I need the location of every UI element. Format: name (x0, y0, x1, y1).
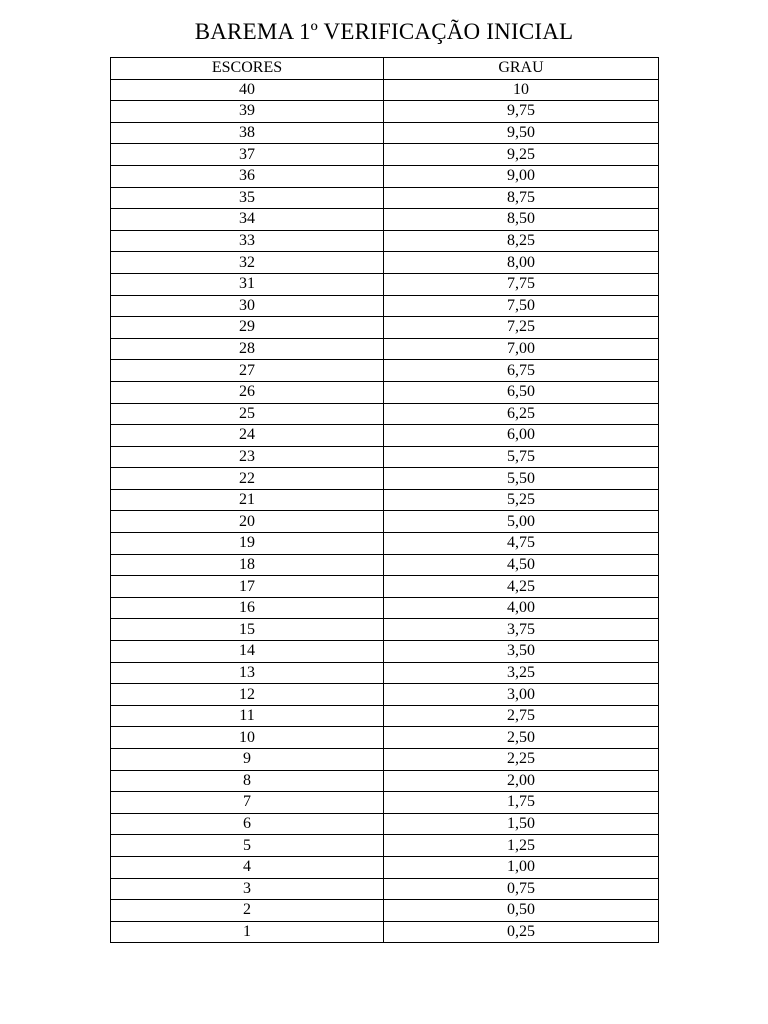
grau-cell: 3,50 (384, 641, 659, 663)
grau-cell: 8,50 (384, 209, 659, 231)
table-row (111, 360, 659, 382)
table-row (111, 381, 659, 403)
table-header-row (111, 58, 659, 80)
grau-cell: 4,50 (384, 554, 659, 576)
header-escores: ESCORES (111, 58, 384, 80)
grau-cell: 1,75 (384, 792, 659, 814)
grau-cell: 8,00 (384, 252, 659, 274)
grau-cell: 0,25 (384, 921, 659, 943)
table-row (111, 705, 659, 727)
table-row (111, 273, 659, 295)
escore-cell: 17 (111, 576, 384, 598)
grau-cell: 10 (384, 79, 659, 101)
grau-cell: 9,00 (384, 165, 659, 187)
table-row (111, 101, 659, 123)
escore-cell: 9 (111, 749, 384, 771)
table-row (111, 835, 659, 857)
grau-cell: 0,75 (384, 878, 659, 900)
table-row (111, 209, 659, 231)
escore-cell: 30 (111, 295, 384, 317)
grau-cell: 2,50 (384, 727, 659, 749)
escore-cell: 40 (111, 79, 384, 101)
grau-cell: 9,75 (384, 101, 659, 123)
escore-cell: 29 (111, 317, 384, 339)
escore-cell: 39 (111, 101, 384, 123)
escore-cell: 16 (111, 597, 384, 619)
escore-cell: 6 (111, 813, 384, 835)
escore-cell: 7 (111, 792, 384, 814)
escore-cell: 21 (111, 489, 384, 511)
grau-cell: 9,25 (384, 144, 659, 166)
escore-cell: 28 (111, 338, 384, 360)
table-row (111, 165, 659, 187)
table-row (111, 662, 659, 684)
grau-cell: 1,25 (384, 835, 659, 857)
table-row (111, 468, 659, 490)
table-body (111, 79, 659, 943)
barema-table (110, 57, 659, 943)
escore-cell: 26 (111, 381, 384, 403)
table-row (111, 187, 659, 209)
escore-cell: 27 (111, 360, 384, 382)
grau-cell: 2,00 (384, 770, 659, 792)
grau-cell: 6,50 (384, 381, 659, 403)
grau-cell: 3,75 (384, 619, 659, 641)
grau-cell: 5,00 (384, 511, 659, 533)
table-row (111, 900, 659, 922)
table-row (111, 425, 659, 447)
escore-cell: 10 (111, 727, 384, 749)
escore-cell: 32 (111, 252, 384, 274)
grau-cell: 4,25 (384, 576, 659, 598)
table-row (111, 684, 659, 706)
grau-cell: 3,25 (384, 662, 659, 684)
table-row (111, 489, 659, 511)
table-row (111, 921, 659, 943)
escore-cell: 4 (111, 856, 384, 878)
table-row (111, 511, 659, 533)
escore-cell: 11 (111, 705, 384, 727)
grau-cell: 8,75 (384, 187, 659, 209)
table-row (111, 554, 659, 576)
table-row (111, 749, 659, 771)
grau-cell: 6,00 (384, 425, 659, 447)
escore-cell: 13 (111, 662, 384, 684)
escore-cell: 35 (111, 187, 384, 209)
grau-cell: 7,75 (384, 273, 659, 295)
escore-cell: 14 (111, 641, 384, 663)
table-row (111, 792, 659, 814)
grau-cell: 8,25 (384, 230, 659, 252)
escore-cell: 3 (111, 878, 384, 900)
table-row (111, 122, 659, 144)
grau-cell: 6,75 (384, 360, 659, 382)
escore-cell: 18 (111, 554, 384, 576)
grau-cell: 5,75 (384, 446, 659, 468)
escore-cell: 33 (111, 230, 384, 252)
grau-cell: 4,75 (384, 533, 659, 555)
escore-cell: 22 (111, 468, 384, 490)
escore-cell: 5 (111, 835, 384, 857)
escore-cell: 38 (111, 122, 384, 144)
grau-cell: 5,50 (384, 468, 659, 490)
table-row (111, 533, 659, 555)
escore-cell: 12 (111, 684, 384, 706)
escore-cell: 36 (111, 165, 384, 187)
table-row (111, 295, 659, 317)
grau-cell: 1,00 (384, 856, 659, 878)
table-row (111, 338, 659, 360)
page-title: BAREMA 1º VERIFICAÇÃO INICIAL (194, 19, 574, 44)
escore-cell: 34 (111, 209, 384, 231)
grau-cell: 6,25 (384, 403, 659, 425)
escore-cell: 2 (111, 900, 384, 922)
escore-cell: 25 (111, 403, 384, 425)
table-row (111, 317, 659, 339)
grau-cell: 9,50 (384, 122, 659, 144)
table-row (111, 230, 659, 252)
table-row (111, 576, 659, 598)
table-row (111, 878, 659, 900)
grau-cell: 4,00 (384, 597, 659, 619)
table-row (111, 856, 659, 878)
grau-cell: 2,75 (384, 705, 659, 727)
grau-cell: 2,25 (384, 749, 659, 771)
escore-cell: 19 (111, 533, 384, 555)
grau-cell: 1,50 (384, 813, 659, 835)
table-row (111, 79, 659, 101)
escore-cell: 1 (111, 921, 384, 943)
escore-cell: 15 (111, 619, 384, 641)
table-row (111, 641, 659, 663)
table-row (111, 597, 659, 619)
table-row (111, 144, 659, 166)
table-row (111, 252, 659, 274)
escore-cell: 24 (111, 425, 384, 447)
escore-cell: 23 (111, 446, 384, 468)
grau-cell: 7,25 (384, 317, 659, 339)
grau-cell: 7,00 (384, 338, 659, 360)
escore-cell: 31 (111, 273, 384, 295)
grau-cell: 3,00 (384, 684, 659, 706)
grau-cell: 0,50 (384, 900, 659, 922)
table-row (111, 770, 659, 792)
escore-cell: 20 (111, 511, 384, 533)
table-row (111, 619, 659, 641)
table-row (111, 403, 659, 425)
escore-cell: 37 (111, 144, 384, 166)
table-row (111, 446, 659, 468)
table-row (111, 727, 659, 749)
table-row (111, 813, 659, 835)
escore-cell: 8 (111, 770, 384, 792)
grau-cell: 7,50 (384, 295, 659, 317)
header-grau: GRAU (384, 58, 659, 80)
grau-cell: 5,25 (384, 489, 659, 511)
